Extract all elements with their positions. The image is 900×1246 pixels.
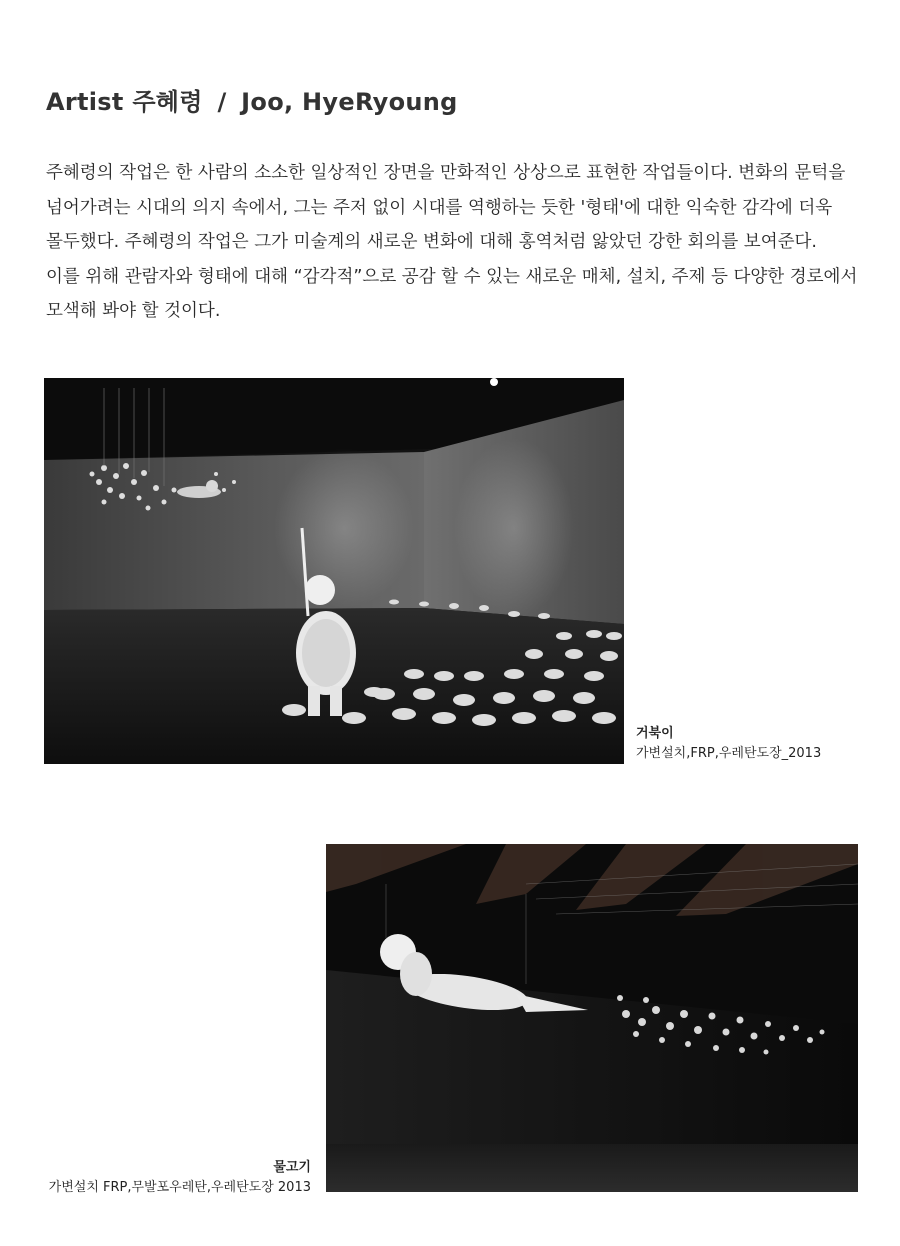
statement-line: 넘어가려는 시대의 의지 속에서, 그는 주저 없이 시대를 역행하는 듯한 '형태'에 대한 익숙한 감각에 더욱 <box>46 197 833 218</box>
statement-line: 이를 위해 관람자와 형태에 대해 “감각적”으로 공감 할 수 있는 새로운 매체, 설치, 주제 등 다양한 경로에서 <box>46 266 858 287</box>
statement-line: 몰두했다. 주혜령의 작업은 그가 미술계의 새로운 변화에 대해 홍역처럼 앓았던 강한 회의를 보여준다. <box>46 232 817 252</box>
artwork-title: 거북이 <box>636 726 674 741</box>
artwork-caption-turtle <box>636 724 821 764</box>
artist-name-kr: 주혜령 <box>132 88 203 116</box>
artwork-details: 가변설치 FRP,무발포우레탄,우레탄도장 2013 <box>48 1180 311 1195</box>
statement-line: 모색해 봐야 할 것이다. <box>46 301 221 321</box>
statement-line: 주혜령의 작업은 한 사람의 소소한 일상적인 장면을 만화적인 상상으로 표현한 작업들이다. 변화의 문턱을 <box>46 163 846 183</box>
artist-name-en: Joo, HyeRyoung <box>241 88 458 116</box>
artwork-caption-fish <box>49 1158 311 1198</box>
artwork-details: 가변설치,FRP,우레탄도장_2013 <box>636 746 822 761</box>
artist-statement <box>46 156 866 329</box>
artwork-title: 물고기 <box>273 1160 311 1175</box>
artist-prefix: Artist <box>46 88 124 116</box>
artist-heading <box>46 82 458 117</box>
name-separator: / <box>217 88 227 116</box>
artwork-photo-turtle <box>44 378 624 764</box>
artwork-photo-fish <box>326 844 858 1192</box>
